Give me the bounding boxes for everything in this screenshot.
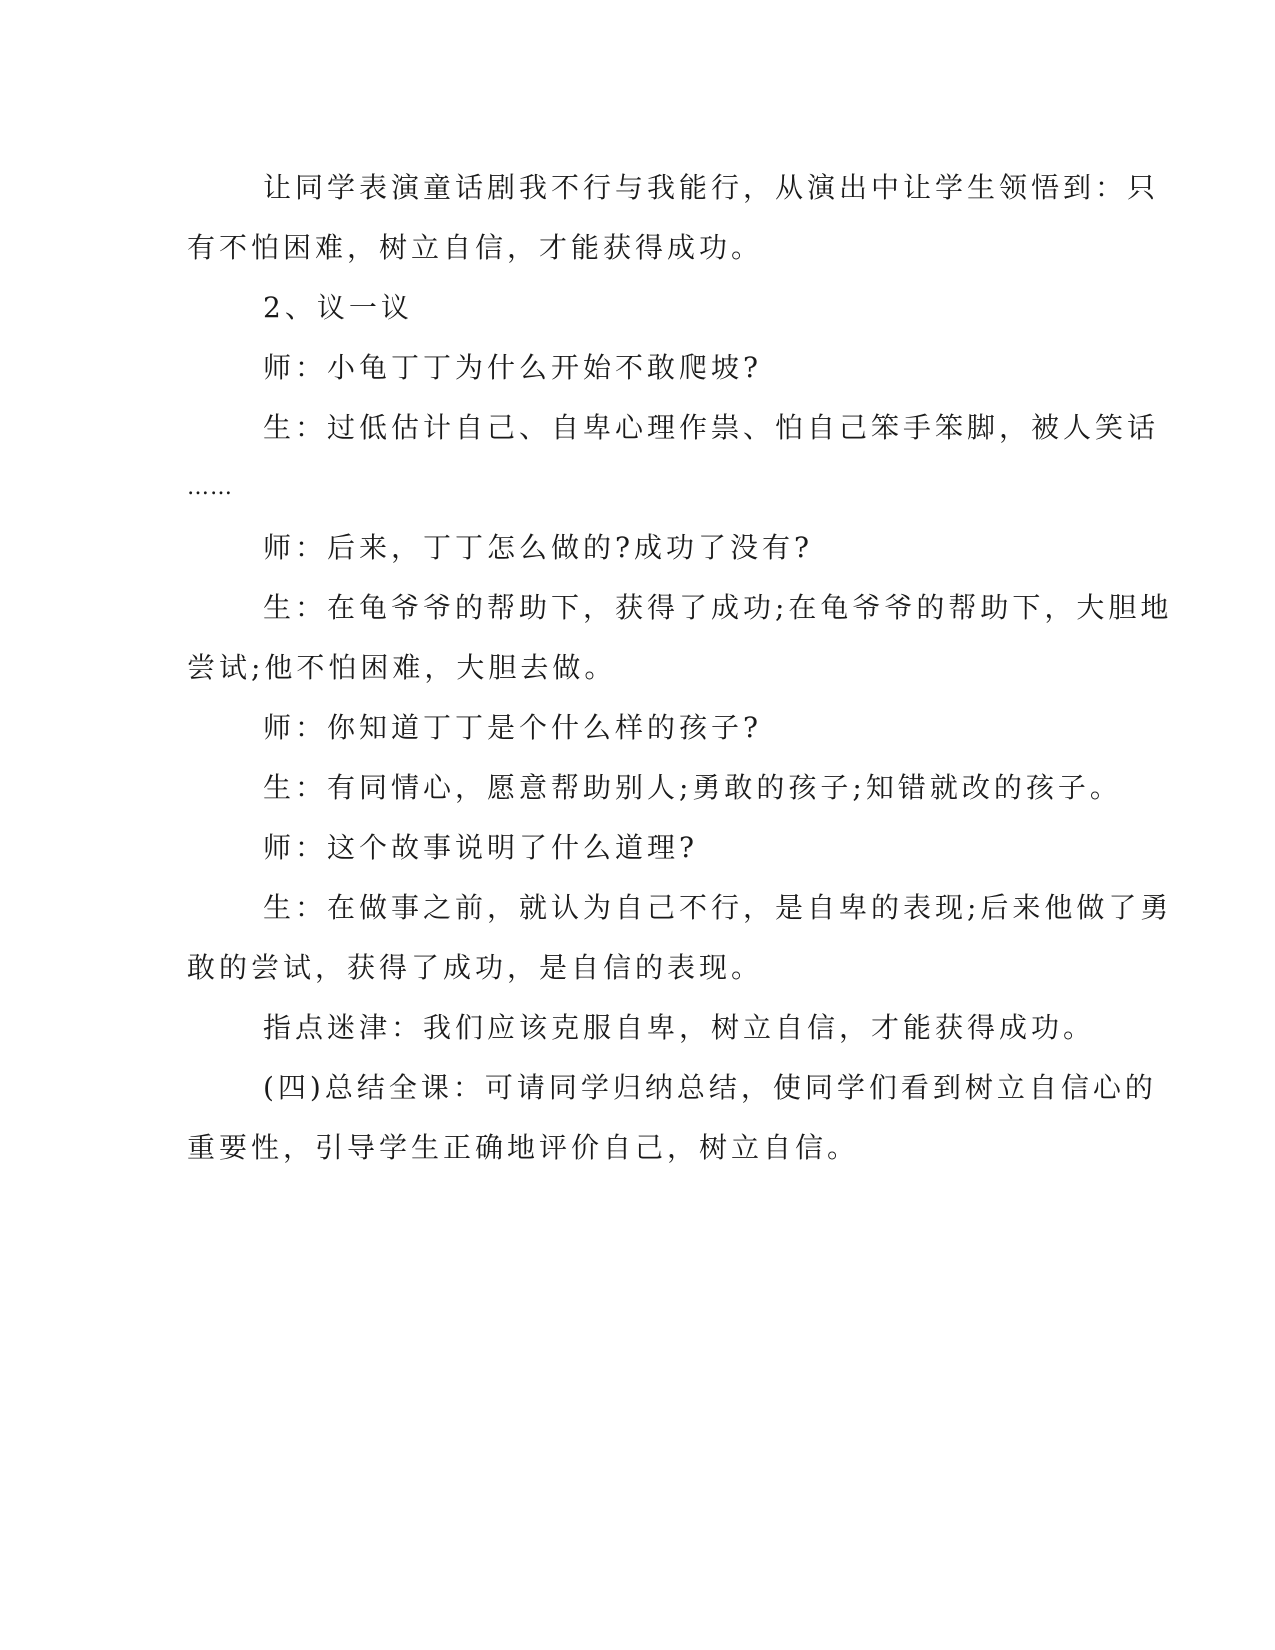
- paragraph-line: 有不怕困难，树立自信，才能获得成功。: [187, 231, 764, 264]
- dialogue-line: 生：有同情心，愿意帮助别人;勇敢的孩子;知错就改的孩子。: [263, 771, 1122, 804]
- dialogue-line: 师：你知道丁丁是个什么样的孩子?: [263, 711, 763, 744]
- paragraph-line: 重要性，引导学生正确地评价自己，树立自信。: [187, 1131, 860, 1164]
- section-heading: 2、议一议: [263, 291, 413, 324]
- dialogue-line: 师：小龟丁丁为什么开始不敢爬坡?: [263, 351, 763, 384]
- document-page: [187, 158, 1173, 1178]
- dialogue-line: 生：在龟爷爷的帮助下，获得了成功;在龟爷爷的帮助下，大胆地: [263, 591, 1173, 624]
- dialogue-line: 师：后来，丁丁怎么做的?成功了没有?: [263, 531, 814, 564]
- dialogue-line: 生：在做事之前，就认为自己不行，是自卑的表现;后来他做了勇: [263, 891, 1173, 924]
- dialogue-line: 敢的尝试，获得了成功，是自信的表现。: [187, 951, 764, 984]
- paragraph-line: 指点迷津：我们应该克服自卑，树立自信，才能获得成功。: [263, 1011, 1096, 1044]
- dialogue-line: 师：这个故事说明了什么道理?: [263, 831, 699, 864]
- paragraph-line: 让同学表演童话剧我不行与我能行，从演出中让学生领悟到：只: [263, 171, 1160, 204]
- dialogue-line: 生：过低估计自己、自卑心理作祟、怕自己笨手笨脚，被人笑话: [263, 411, 1160, 444]
- dialogue-line: 尝试;他不怕困难，大胆去做。: [187, 651, 617, 684]
- paragraph-line: (四)总结全课：可请同学归纳总结，使同学们看到树立自信心的: [263, 1071, 1157, 1104]
- dialogue-line: ……: [187, 475, 233, 500]
